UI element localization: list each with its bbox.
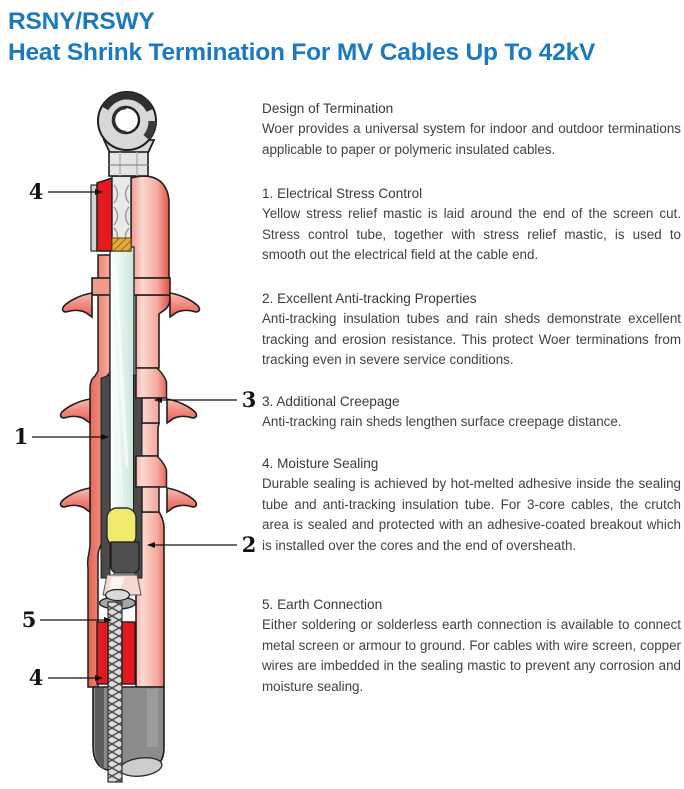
screen-end-plug (111, 542, 139, 573)
section-body: Anti-tracking insulation tubes and rain sheds demonstrate excellent tracking and erosion resistance. This protect Woer terminations from tracking even in severe service conditions. (262, 311, 681, 368)
stress-relief-mastic-lower (107, 508, 136, 546)
lug-barrel (109, 152, 148, 176)
callout-5: 5 (21, 607, 37, 632)
callout-3: 3 (241, 387, 257, 412)
title-line-2: Heat Shrink Termination For MV Cables Up To 42kV (8, 39, 596, 66)
callout-4-bottom: 4 (28, 665, 44, 690)
section-design-of-termination (262, 99, 681, 160)
section-body: Either soldering or solderless earth connection is available to connect metal screen or armour to ground. For cables with wire screen, copper wires are imbedded in the sealing mastic to prevent any corrosion and moisture sealing. (262, 617, 681, 694)
callout-2: 2 (241, 532, 257, 557)
cable-lug (98, 92, 156, 176)
section-electrical-stress-control (262, 184, 681, 266)
section-earth-connection (262, 595, 681, 697)
callout-4-top: 4 (28, 179, 44, 204)
section-body: Durable sealing is achieved by hot-melted adhesive inside the sealing tube and anti-tracking insulation tube. For 3-core cables, the crutch area is sealed and protected with an adhesive-coated breakout which is installed over the cores and the end of oversheath. (262, 476, 681, 553)
sealing-tube-cut-sliver (91, 185, 97, 251)
insulation-tube (110, 247, 134, 515)
section-heading: 5. Earth Connection (262, 597, 383, 612)
callout-1: 1 (13, 424, 29, 449)
section-heading: Design of Termination (262, 101, 394, 116)
section-body: Woer provides a universal system for indoor and outdoor terminations applicable to paper or polymeric insulated cables. (262, 121, 681, 157)
cable-oversheath (93, 687, 164, 778)
section-heading: 2. Excellent Anti-tracking Properties (262, 291, 477, 306)
section-body: Yellow stress relief mastic is laid around the end of the screen cut. Stress control tube, together with stress relief mastic, is used to smooth out the electrical field at the cable end. (262, 206, 681, 263)
earth-braid (108, 602, 122, 782)
page-title (8, 6, 595, 68)
stress-relief-mastic-top (112, 238, 131, 251)
section-moisture-sealing (262, 454, 681, 556)
section-additional-creepage (262, 392, 681, 433)
sealing-mastic-top (97, 178, 112, 251)
section-body: Anti-tracking rain sheds lengthen surface creepage distance. (262, 414, 622, 430)
section-heading: 3. Additional Creepage (262, 394, 400, 409)
title-line-1: RSNY/RSWY (8, 8, 155, 35)
section-heading: 1. Electrical Stress Control (262, 186, 423, 201)
section-heading: 4. Moisture Sealing (262, 456, 379, 471)
section-anti-tracking-properties (262, 289, 681, 371)
